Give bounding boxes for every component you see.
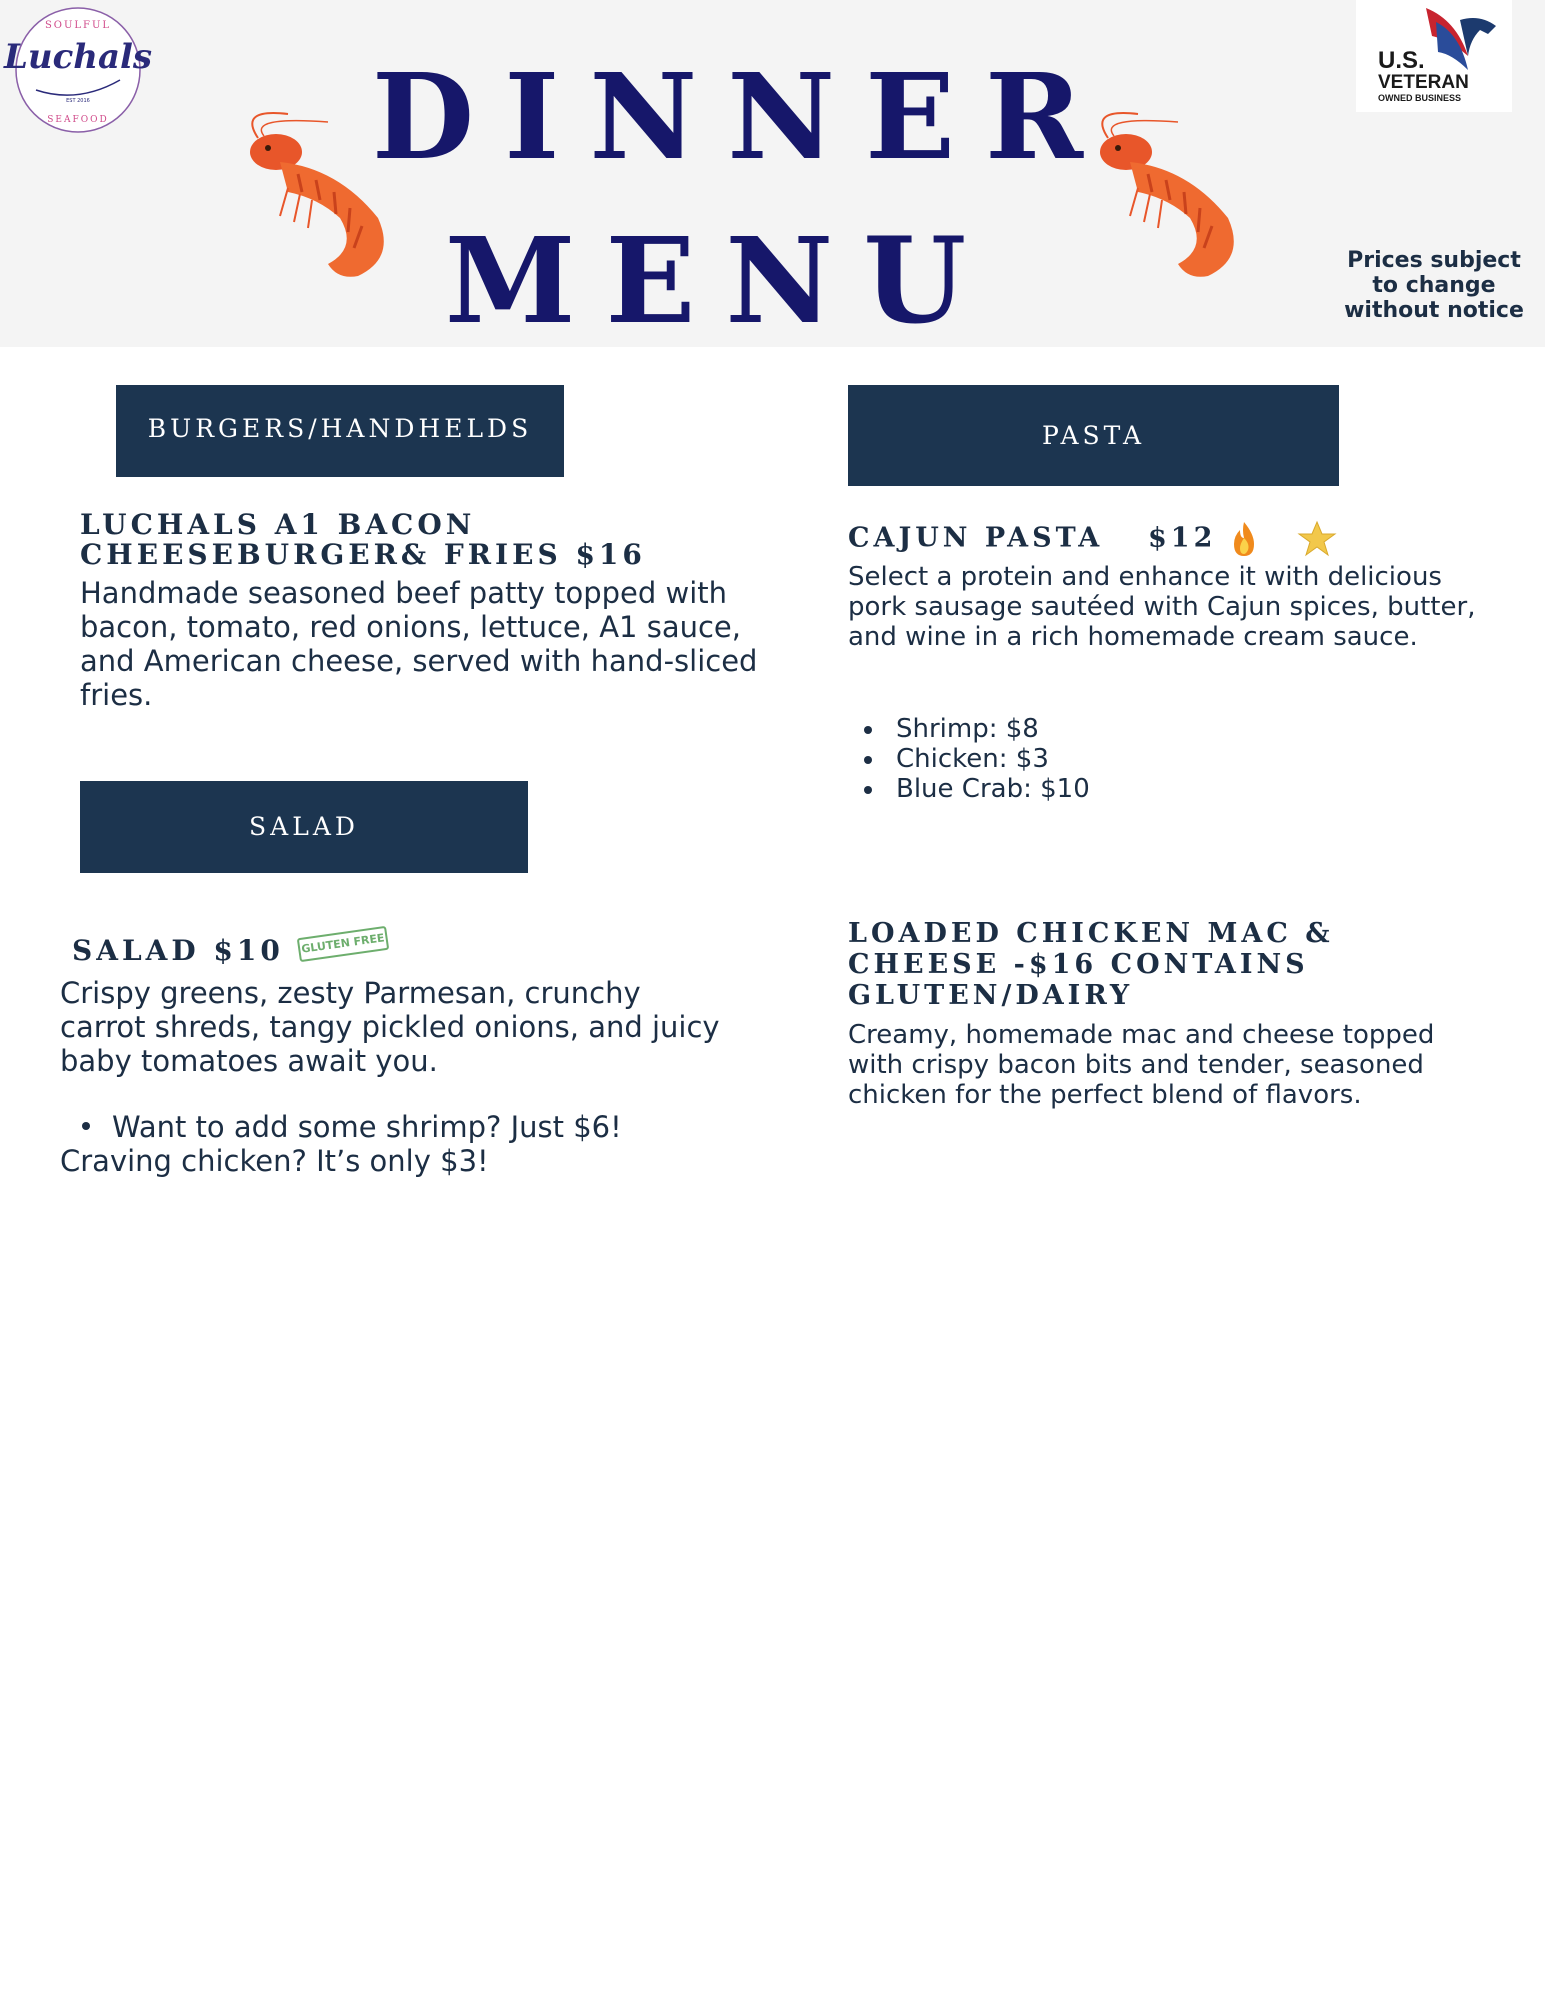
section-header-salad: SALAD bbox=[80, 781, 528, 873]
svg-text:EST 2016: EST 2016 bbox=[66, 98, 90, 104]
mac-cheese-title: LOADED CHICKEN MAC & CHEESE -$16 CONTAINS GLUTEN/DAIRY bbox=[848, 918, 1334, 1011]
protein-option-blue-crab: Blue Crab: $10 bbox=[862, 774, 1090, 804]
bullet bbox=[82, 1122, 90, 1130]
section-header-pasta: PASTA bbox=[848, 385, 1339, 486]
header bbox=[0, 0, 1545, 350]
salad-addon-note bbox=[60, 1110, 740, 1178]
cajun-pasta-price: $12 bbox=[1148, 522, 1217, 554]
cajun-pasta-name: CAJUN PASTA bbox=[848, 522, 1104, 554]
title-dinner: DINNER bbox=[371, 47, 1114, 186]
salad-addon-text: Want to add some shrimp? Just $6! Craving chicken? It’s only $3! bbox=[60, 1110, 622, 1178]
mac-cheese-description: Creamy, homemade mac and cheese topped with crispy bacon bits and tender, seasoned chicken for the perfect blend of flavors. bbox=[848, 1020, 1435, 1110]
burger-item-title: LUCHALS A1 BACON CHEESEBURGER& FRIES $16 bbox=[80, 508, 646, 571]
svg-text:SOULFUL: SOULFUL bbox=[44, 20, 112, 31]
svg-text:SEAFOOD: SEAFOOD bbox=[47, 115, 109, 125]
price-notice: Prices subject to change without notice bbox=[1344, 248, 1524, 323]
svg-text:U.S.: U.S. bbox=[1378, 47, 1425, 74]
cajun-pasta-title bbox=[848, 520, 1368, 558]
fire-icon bbox=[1230, 520, 1258, 558]
salad-item-title: SALAD $10 bbox=[72, 934, 284, 967]
svg-text:VETERAN: VETERAN bbox=[1378, 72, 1469, 93]
title-menu: MENU bbox=[444, 211, 997, 350]
cajun-pasta-description: Select a protein and enhance it with delicious pork sausage sautéed with Cajun spices, butter, and wine in a rich homemade cream sauce. bbox=[848, 562, 1476, 652]
svg-text:Luchals: Luchals bbox=[3, 37, 153, 77]
section-header-burgers: BURGERS/HANDHELDS bbox=[116, 385, 564, 477]
protein-options-list bbox=[862, 714, 1090, 804]
protein-option-chicken: Chicken: $3 bbox=[862, 744, 1090, 774]
star-icon bbox=[1297, 520, 1337, 558]
salad-item-description: Crispy greens, zesty Parmesan, crunchy carrot shreds, tangy pickled onions, and juicy baby tomatoes await you. bbox=[60, 976, 720, 1078]
burger-item-description: Handmade seasoned beef patty topped with bacon, tomato, red onions, lettuce, A1 sauce, and American cheese, served with hand-sliced fries. bbox=[80, 576, 758, 712]
svg-text:OWNED BUSINESS: OWNED BUSINESS bbox=[1378, 93, 1462, 103]
protein-option-shrimp: Shrimp: $8 bbox=[862, 714, 1090, 744]
gluten-free-badge: GLUTEN FREE bbox=[297, 926, 389, 962]
